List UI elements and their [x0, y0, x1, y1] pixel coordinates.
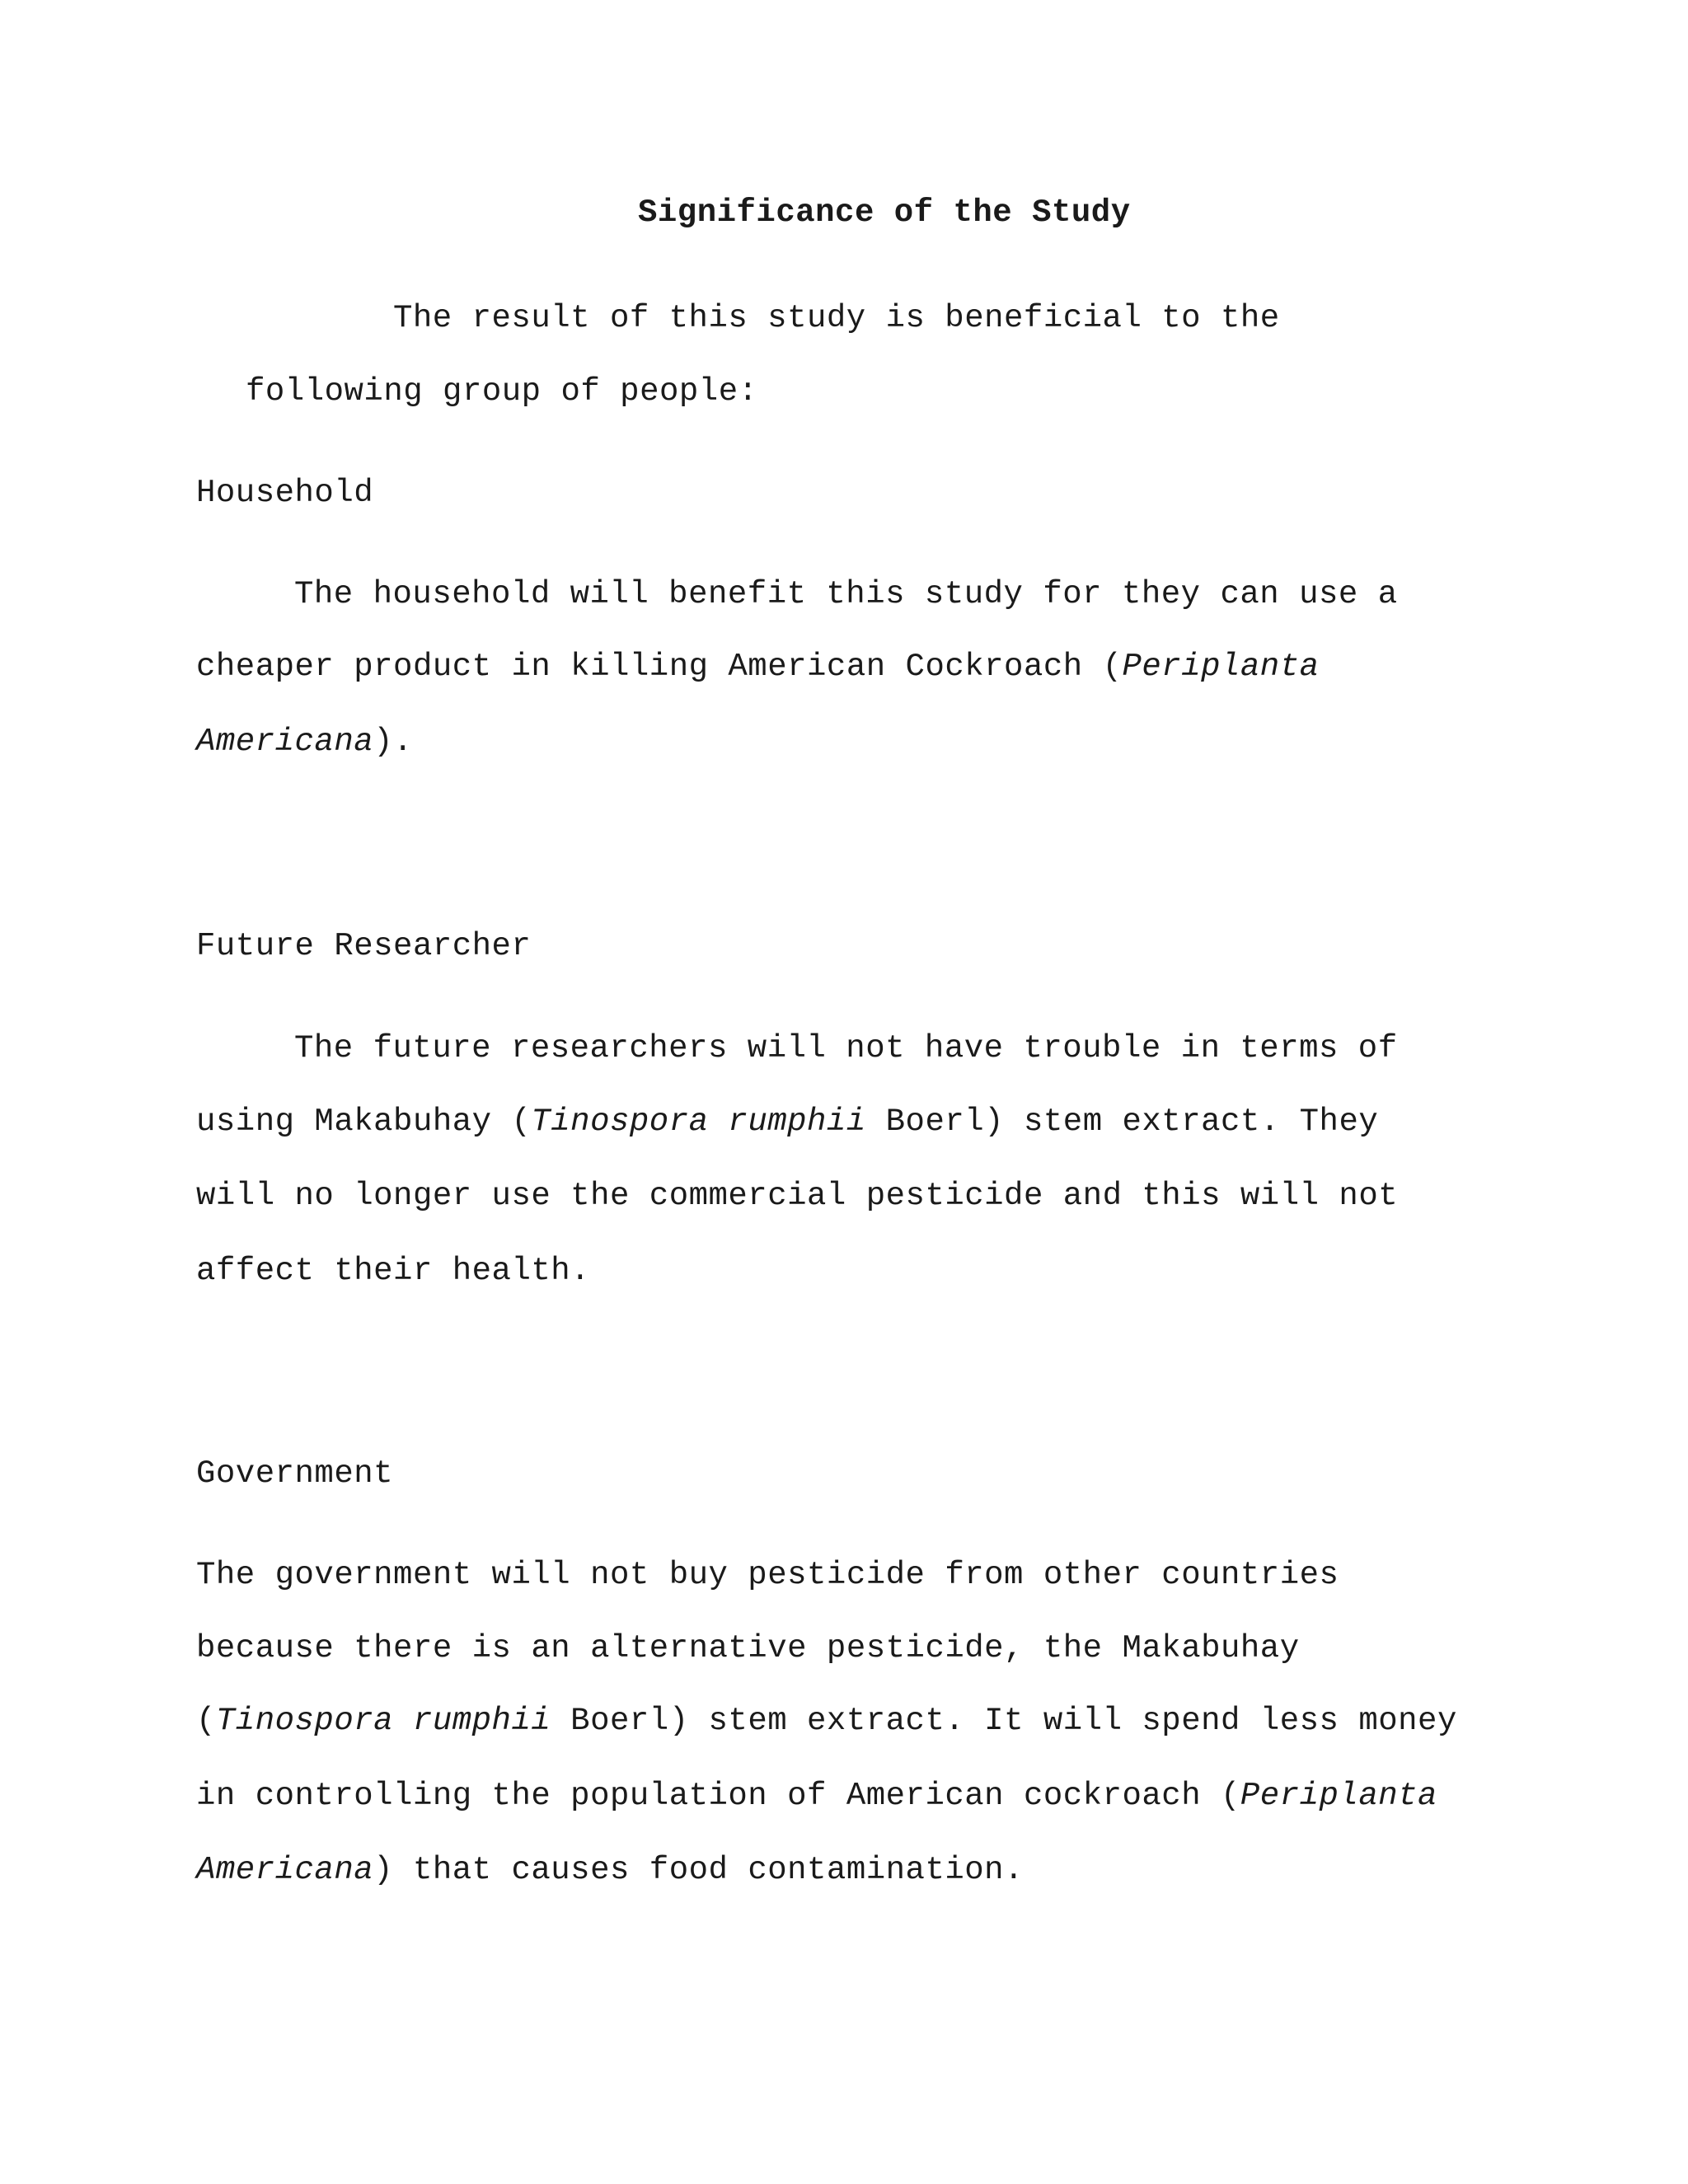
species-name: Periplanta — [1240, 1778, 1437, 1814]
text-run: The household will benefit this study for they can use a — [294, 576, 1398, 612]
household-line-3 — [196, 722, 413, 762]
future-researcher-line-3 — [196, 1176, 1398, 1216]
future-researcher-line-1 — [294, 1029, 1398, 1068]
government-line-4 — [196, 1776, 1437, 1816]
text-run: cheaper product in killing American Cockroach ( — [196, 649, 1123, 685]
government-line-1 — [196, 1555, 1339, 1595]
species-name: Americana — [196, 1852, 374, 1888]
species-name: Tinospora rumphii — [215, 1703, 551, 1739]
text-run: The government will not buy pesticide from other countries — [196, 1557, 1339, 1593]
intro-line-1: The result of this study is beneficial to the — [393, 300, 1280, 336]
government-line-3 — [196, 1701, 1457, 1741]
species-name: Americana — [196, 724, 374, 760]
section-heading-future-researcher: Future Researcher — [196, 928, 532, 964]
page-title: Significance of the Study — [638, 194, 1131, 231]
text-run: because there is an alternative pesticide, the Makabuhay — [196, 1630, 1300, 1666]
intro-line-2: following group of people: — [246, 373, 758, 410]
section-heading-household: Household — [196, 475, 374, 511]
text-run: ) that causes food contamination. — [373, 1852, 1024, 1888]
text-run: Boerl) stem extract. They — [865, 1104, 1379, 1140]
future-researcher-line-2 — [196, 1102, 1378, 1141]
text-run: The future researchers will not have trouble in terms of — [294, 1030, 1398, 1066]
government-line-5 — [196, 1850, 1024, 1890]
text-run: affect their health. — [196, 1253, 591, 1289]
text-run: using Makabuhay ( — [196, 1104, 532, 1140]
species-name: Periplanta — [1122, 649, 1320, 685]
government-line-2 — [196, 1629, 1300, 1668]
text-run: ( — [196, 1703, 216, 1739]
future-researcher-line-4 — [196, 1251, 590, 1291]
text-run: in controlling the population of American cockroach ( — [196, 1778, 1240, 1814]
species-name: Tinospora rumphii — [531, 1104, 866, 1140]
section-heading-government: Government — [196, 1455, 394, 1492]
text-run: Boerl) stem extract. It will spend less money — [551, 1703, 1457, 1739]
household-line-2 — [196, 647, 1320, 687]
text-run: will no longer use the commercial pesticide and this will not — [196, 1178, 1399, 1214]
text-run: ). — [373, 724, 413, 760]
household-line-1 — [294, 574, 1398, 614]
